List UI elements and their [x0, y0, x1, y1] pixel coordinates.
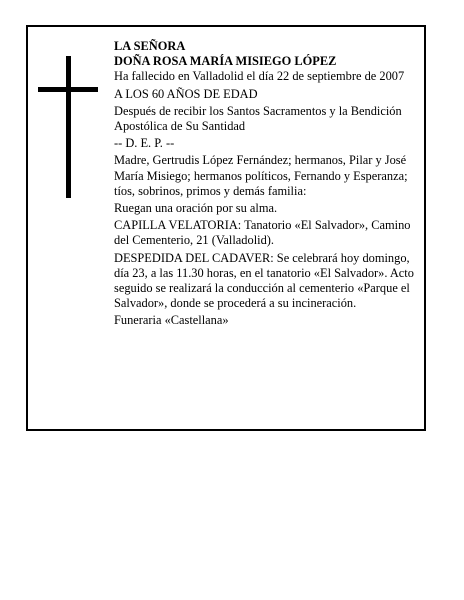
family-text: Madre, Gertrudis López Fernández; hermanos, Pilar y José María Misiego; hermanos políticos, Fernando y Esperanza; tíos, sobrinos, primos y demás familia:: [114, 153, 408, 198]
farewell-info: DESPEDIDA DEL CADAVER: Se celebrará hoy domingo, día 23, a las 11.30 horas, en el tanatorio «El Salvador». Acto seguido se realizará la conducción al cementerio «Parque el Salvador», donde se procederá a su incineración.: [114, 250, 414, 311]
notice-text: [114, 39, 422, 331]
death-info: Ha fallecido en Valladolid el día 22 de septiembre de 2007: [114, 69, 405, 84]
chapel-info: CAPILLA VELATORIA: Tanatorio «El Salvador», Camino del Cementerio, 21 (Valladolid).: [114, 218, 411, 248]
deceased-name: DOÑA ROSA MARÍA MISIEGO LÓPEZ: [114, 54, 337, 69]
cross-icon: [38, 56, 98, 198]
rip-text: -- D. E. P. --: [114, 136, 175, 151]
funeral-home: Funeraria «Castellana»: [114, 313, 229, 328]
prayer-text: Ruegan una oración por su alma.: [114, 201, 278, 216]
sacraments-text: Después de recibir los Santos Sacramentos y la Bendición Apostólica de Su Santidad: [114, 103, 402, 134]
age-at-death: A LOS 60 AÑOS DE EDAD: [114, 86, 258, 101]
notice-title: LA SEÑORA: [114, 39, 186, 53]
cross-vertical-bar: [66, 56, 71, 198]
obituary-notice: [26, 25, 426, 431]
cross-horizontal-bar: [38, 87, 98, 92]
